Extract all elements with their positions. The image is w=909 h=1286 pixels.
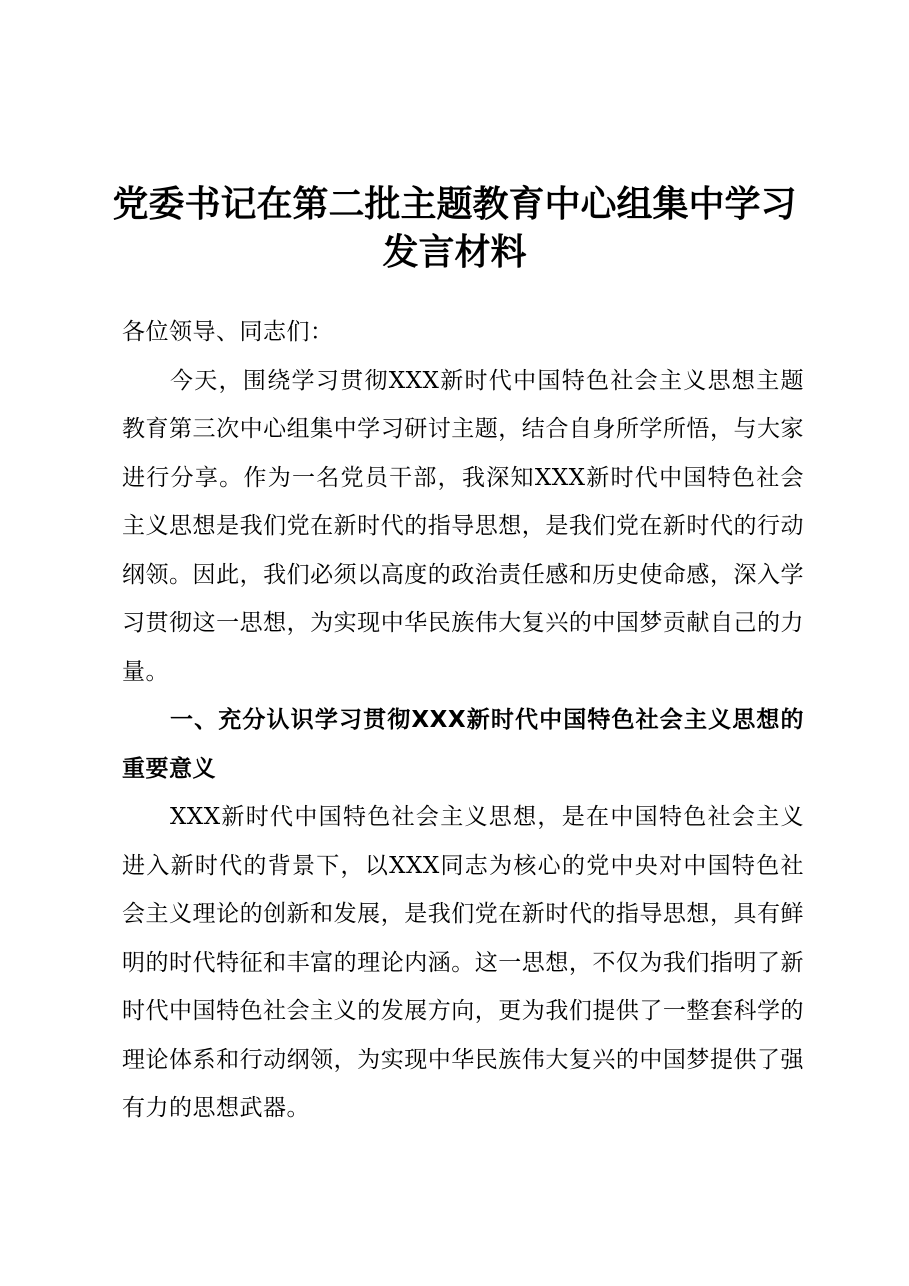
document-title: 党委书记在第二批主题教育中心组集中学习发言材料 [112,183,797,273]
section-heading: 一、充分认识学习贯彻XXX新时代中国特色社会主义思想的重要意义 [122,707,804,782]
document-body [122,308,804,1133]
salutation: 各位领导、同志们： [122,319,334,345]
section-paragraph: XXX新时代中国特色社会主义思想，是在中国特色社会主义进入新时代的背景下，以XXX同志为核心的党中央对中国特色社会主义理论的创新和发展，是我们党在新时代的指导思想，具有鲜明的时代特征和丰富的理论内涵。这一思想，不仅为我们指明了新时代中国特色社会主义的发展方向，更为我们提供了一整套科学的理论体系和行动纲领，为实现中华民族伟大复兴的中国梦提供了强有力的思想武器。 [122,804,804,1121]
intro-paragraph: 今天，围绕学习贯彻XXX新时代中国特色社会主义思想主题教育第三次中心组集中学习研讨主题，结合自身所学所悟，与大家进行分享。作为一名党员干部，我深知XXX新时代中国特色社会主义思想是我们党在新时代的指导思想，是我们党在新时代的行动纲领。因此，我们必须以高度的政治责任感和历史使命感，深入学习贯彻这一思想，为实现中华民族伟大复兴的中国梦贡献自己的力量。 [122,367,804,685]
